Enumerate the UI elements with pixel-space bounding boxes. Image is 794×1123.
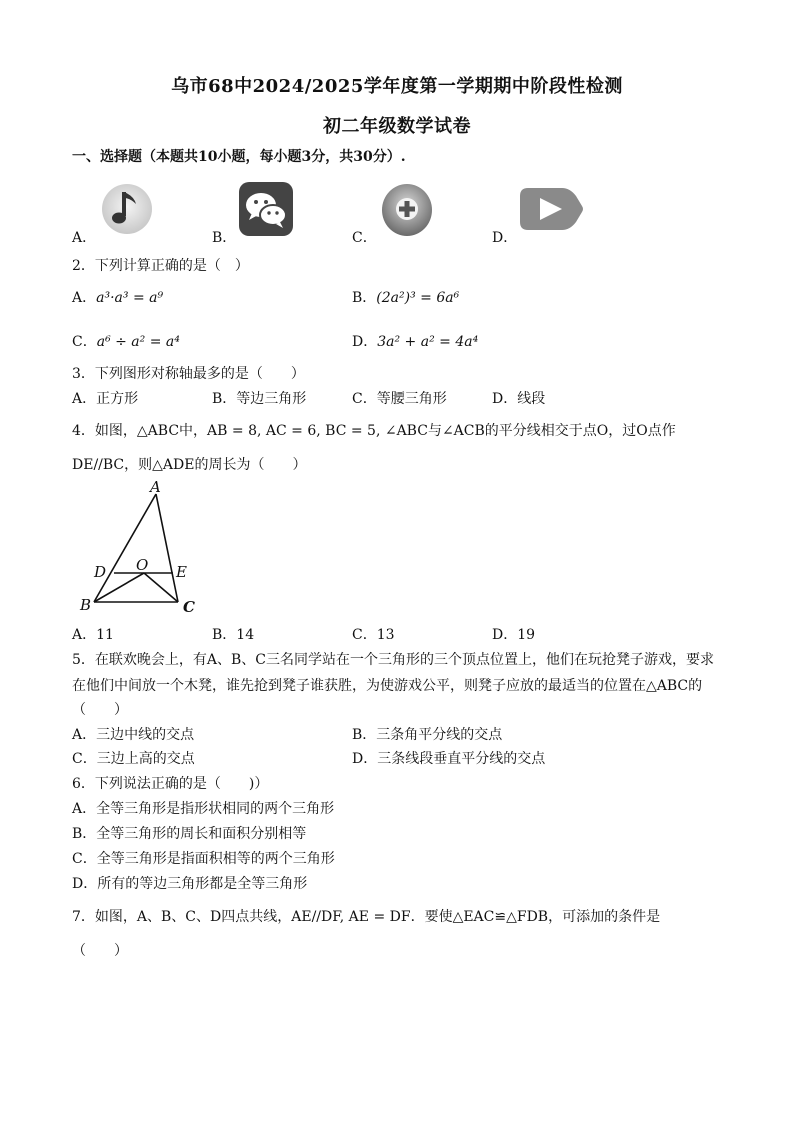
q2-option-b: B．(2a²)³ = 6a⁶ bbox=[352, 290, 460, 306]
q2-option-d: D．3a² + a² = 4a⁴ bbox=[352, 334, 479, 350]
q2-stem: 2．下列计算正确的是（ ） bbox=[72, 258, 249, 274]
q6-option-b: B．全等三角形的周长和面积分别相等 bbox=[72, 826, 307, 842]
exam-title: 乌市68中2024/2025学年度第一学期期中阶段性检测 bbox=[171, 76, 623, 97]
q1-option-c: C． bbox=[352, 230, 377, 246]
q3-option-a: A．正方形 bbox=[72, 391, 139, 407]
plus-circle-icon bbox=[380, 180, 434, 238]
q6-option-a: A．全等三角形是指形状相同的两个三角形 bbox=[72, 801, 335, 817]
q7-line1: 7．如图，A、B、C、D四点共线，AE//DF, AE = DF．要使△EAC≌△FDB，可添加的条件是 bbox=[72, 909, 661, 925]
label-d: D bbox=[94, 563, 107, 581]
q1-option-b: B． bbox=[212, 230, 237, 246]
label-b: B bbox=[80, 596, 92, 614]
q5-option-b: B．三条角平分线的交点 bbox=[352, 727, 503, 743]
q6-option-c: C．全等三角形是指面积相等的两个三角形 bbox=[72, 851, 335, 867]
q2-option-a: A．a³·a³ = a⁹ bbox=[72, 290, 164, 306]
q2-option-c: C．a⁶ ÷ a² = a⁴ bbox=[72, 334, 180, 350]
q6-stem: 6．下列说法正确的是（ )） bbox=[72, 776, 269, 792]
q4-option-b: B．14 bbox=[212, 627, 255, 643]
music-note-icon bbox=[100, 182, 154, 236]
q7-line2: （ ） bbox=[72, 943, 128, 959]
section-heading: 一、选择题（本题共10小题，每小题3分，共30分）. bbox=[72, 149, 406, 165]
q4-stem-line1: 4．如图，△ABC中，AB = 8, AC = 6, BC = 5, ∠ABC与∠ACB的平分线相交于点O，过O点作 bbox=[72, 423, 676, 439]
exam-subtitle: 初二年级数学试卷 bbox=[323, 116, 471, 137]
q1-option-d: D． bbox=[492, 230, 518, 246]
q6-option-d: D．所有的等边三角形都是全等三角形 bbox=[72, 876, 308, 892]
q5-line2: 在他们中间放一个木凳，谁先抢到凳子谁获胜，为使游戏公平，则凳子应放的最适当的位置在△ABC的 bbox=[72, 678, 703, 694]
q4-option-a: A．11 bbox=[72, 627, 114, 643]
q5-option-c: C．三边上高的交点 bbox=[72, 751, 195, 767]
side-ab bbox=[94, 494, 156, 602]
q3-stem: 3．下列图形对称轴最多的是（ ） bbox=[72, 366, 305, 382]
q5-option-a: A．三边中线的交点 bbox=[72, 727, 195, 743]
play-icon bbox=[518, 184, 584, 234]
q4-option-d: D．19 bbox=[492, 627, 536, 643]
q5-option-d: D．三条线段垂直平分线的交点 bbox=[352, 751, 546, 767]
label-a: A bbox=[150, 480, 161, 496]
chat-bubbles-icon bbox=[238, 181, 294, 237]
q3-option-c: C．等腰三角形 bbox=[352, 391, 447, 407]
label-o: O bbox=[136, 556, 149, 574]
q4-stem-line2: DE//BC，则△ADE的周长为（ ） bbox=[72, 457, 307, 473]
q5-line3: （ ） bbox=[72, 702, 128, 718]
q5-line1: 5．在联欢晚会上，有A、B、C三名同学站在一个三角形的三个顶点位置上，他们在玩抢凳子游戏，要求 bbox=[72, 652, 715, 668]
q1-option-a: A． bbox=[72, 230, 97, 246]
q3-option-b: B．等边三角形 bbox=[212, 391, 307, 407]
label-c: C bbox=[183, 598, 195, 616]
q4-option-c: C．13 bbox=[352, 627, 395, 643]
q3-option-d: D．线段 bbox=[492, 391, 546, 407]
triangle-figure bbox=[72, 480, 212, 620]
label-e: E bbox=[176, 563, 187, 581]
